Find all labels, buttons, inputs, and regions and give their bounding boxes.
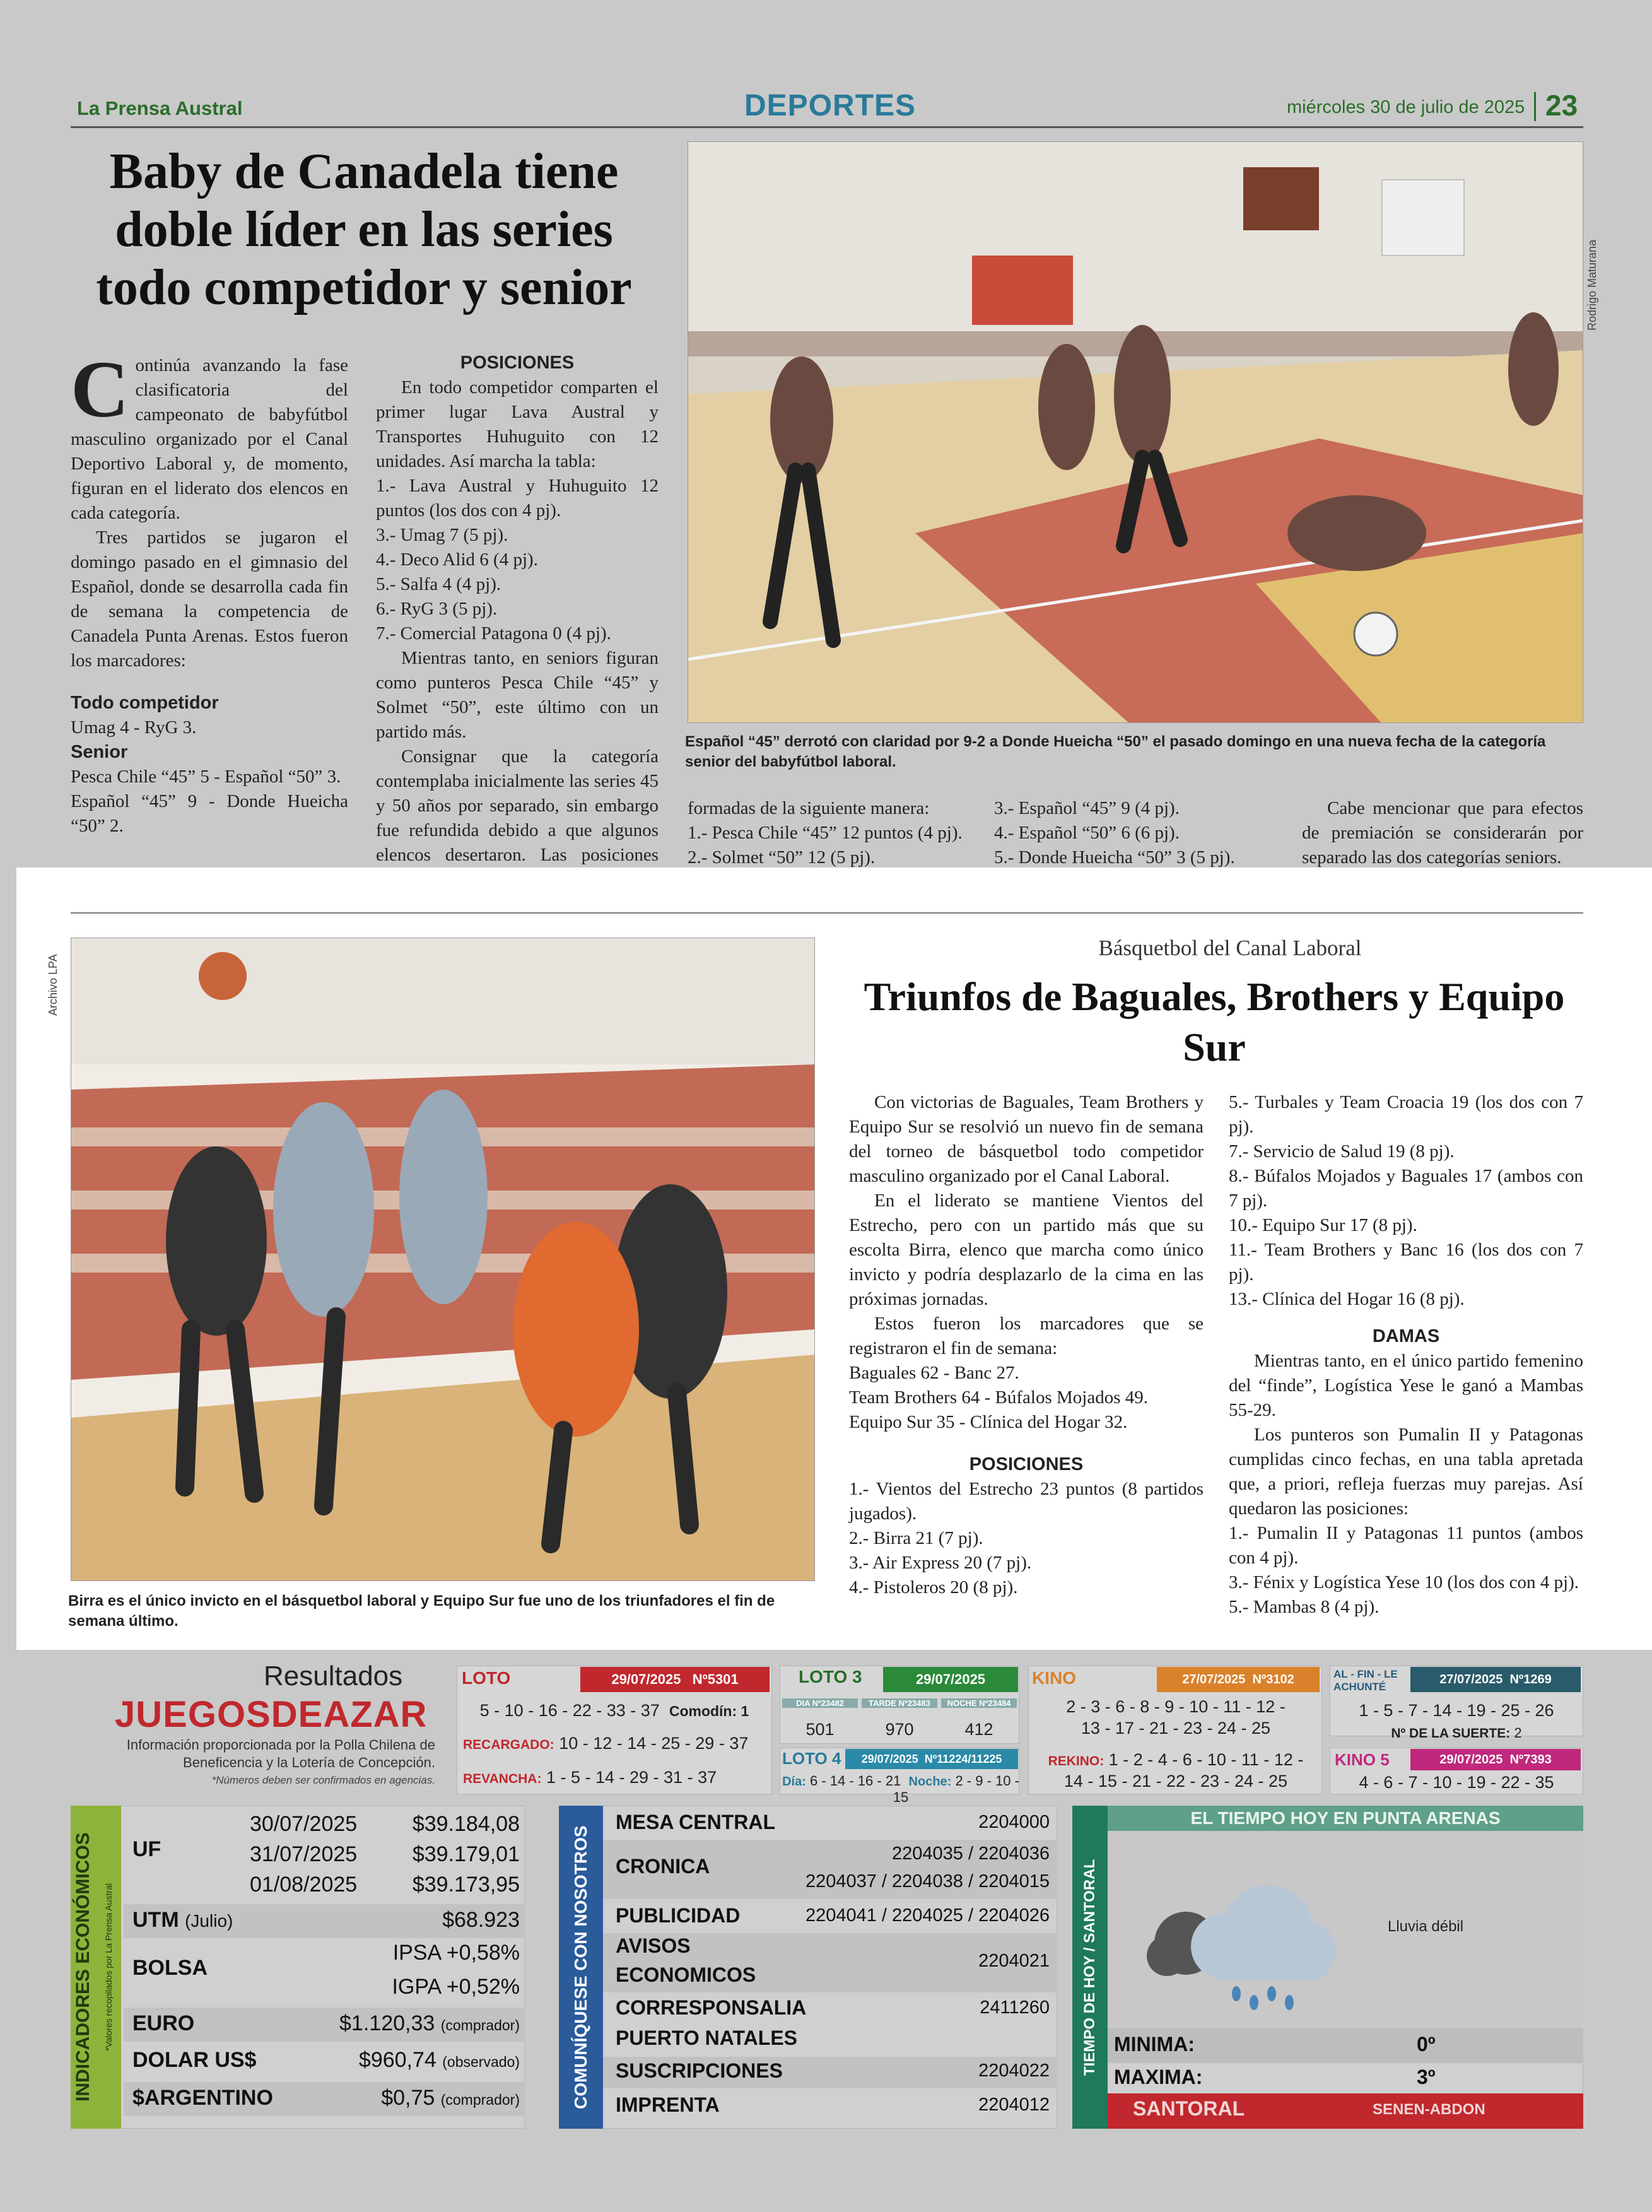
results-disclaimer: *Números deben ser confirmados en agencias.	[211, 1774, 435, 1786]
loto3-noche-label: NOCHE Nº23484	[941, 1698, 1017, 1708]
santoral-label: SANTORAL	[1133, 2097, 1245, 2120]
peso-argentino-value: $0,75 (comprador)	[381, 2086, 520, 2110]
min-temp-label: MINIMA:	[1114, 2033, 1195, 2056]
loto4-badge: 29/07/2025 Nº11224/11225	[845, 1749, 1018, 1769]
heading-todo-competidor: Todo competidor	[71, 693, 219, 713]
standing-line: 1.- Vientos del Estrecho 23 puntos (8 partidos jugados).	[849, 1479, 1204, 1524]
contact-name: SUSCRIPCIONES	[616, 2059, 783, 2082]
standing-line: 10.- Equipo Sur 17 (8 pj).	[1229, 1215, 1417, 1235]
weather-title: EL TIEMPO HOY EN PUNTA ARENAS	[1108, 1806, 1583, 1831]
contact-name: IMPRENTA	[616, 2093, 720, 2116]
standing-line: 7.- Servicio de Salud 19 (8 pj).	[1229, 1141, 1455, 1162]
article1-p7: Cabe mencionar que para efectos de premiación se considerarán por separado las dos categorías seniors.	[1302, 798, 1583, 868]
kino-badge: 27/07/2025 Nº3102	[1157, 1667, 1320, 1692]
standing-line: 6.- RyG 3 (5 pj).	[376, 599, 498, 619]
senior-standing: 4.- Español “50” 6 (6 pj).	[994, 823, 1180, 843]
contact-name: CORRESPONSALIA	[616, 1996, 807, 2019]
damas-standing: 3.- Fénix y Logística Yese 10 (los dos con 4 pj).	[1229, 1572, 1579, 1592]
loto-revancha: REVANCHA: 1 - 5 - 14 - 29 - 31 - 37	[463, 1768, 717, 1787]
header-rule	[71, 126, 1583, 128]
newspaper-brand: La Prensa Austral	[77, 97, 243, 119]
header-separator	[1534, 92, 1536, 121]
santoral-value: SENEN-ABDON	[1373, 2101, 1485, 2118]
alfin-name: AL - FIN - LE ACHUNTÉ	[1333, 1668, 1398, 1693]
result-line: Español “45” 9 - Donde Hueicha “50” 2.	[71, 791, 348, 836]
standing-line: 8.- Búfalos Mojados y Baguales 17 (ambos con 7 pj).	[1229, 1166, 1583, 1211]
article1-p6: formadas de la siguiente manera:	[688, 798, 930, 818]
standing-line: 11.- Team Brothers y Banc 16 (los dos con 7 pj).	[1229, 1240, 1583, 1285]
result-line: Team Brothers 64 - Búfalos Mojados 49.	[849, 1387, 1148, 1408]
euro-value: $1.120,33 (comprador)	[339, 2011, 520, 2035]
utm-label: UTM (Julio)	[132, 1908, 233, 1932]
contact-number: 2204000	[978, 1812, 1050, 1832]
article1-photo	[688, 141, 1583, 723]
uf-value-3: $39.173,95	[412, 1873, 520, 1897]
standing-line: 3.- Umag 7 (5 pj).	[376, 525, 508, 545]
senior-standing: 3.- Español “45” 9 (4 pj).	[994, 798, 1180, 818]
weather-description: Lluvia débil	[1388, 1918, 1464, 1935]
standing-line: 13.- Clínica del Hogar 16 (8 pj).	[1229, 1289, 1465, 1309]
standing-line: 2.- Birra 21 (7 pj).	[849, 1528, 983, 1548]
article1-col1	[71, 344, 348, 838]
kino-numbers-2: 13 - 17 - 21 - 23 - 24 - 25	[1081, 1719, 1271, 1738]
kino-name: KINO	[1032, 1668, 1076, 1688]
heading-damas: DAMAS	[1372, 1326, 1440, 1346]
article2-kicker: Básquetbol del Canal Laboral	[1098, 936, 1362, 960]
article1-p4: Mientras tanto, en seniors figuran como punteros Pesca Chile “45” y Solmet “50”, este último con un partido más.	[376, 648, 659, 742]
rekino-numbers-2: 14 - 15 - 21 - 22 - 23 - 24 - 25	[1063, 1772, 1288, 1791]
uf-value-1: $39.184,08	[412, 1812, 520, 1836]
senior-standing: 1.- Pesca Chile “45” 12 puntos (4 pj).	[688, 823, 963, 843]
article2-col2	[1229, 1090, 1583, 1620]
uf-date-1: 30/07/2025	[250, 1812, 358, 1836]
results-brand: JUEGOSDEAZAR	[115, 1694, 428, 1735]
max-temp-value: 3º	[1417, 2066, 1436, 2088]
loto4-name: LOTO 4	[782, 1749, 841, 1768]
dolar-value: $960,74 (observado)	[358, 2048, 520, 2072]
issue-date: miércoles 30 de julio de 2025	[1287, 97, 1525, 117]
dolar-label: DOLAR US$	[132, 2048, 257, 2072]
loto-recargado: RECARGADO: 10 - 12 - 14 - 25 - 29 - 37	[463, 1734, 749, 1753]
standing-line: 5.- Salfa 4 (4 pj).	[376, 574, 501, 594]
results-note: Información proporcionada por la Polla Chilena de Beneficencia y la Lotería de Concepción.	[126, 1737, 435, 1770]
article1-headline: Baby de Canadela tiene doble líder en las series todo competidor y senior	[96, 144, 632, 315]
loto-numbers: 5 - 10 - 16 - 22 - 33 - 37 Comodín: 1	[479, 1701, 749, 1720]
alfin-suerte: Nº DE LA SUERTE: 2	[1391, 1725, 1522, 1741]
heading-posiciones: POSICIONES	[969, 1454, 1084, 1474]
article2-col1	[849, 1090, 1204, 1600]
contact-label: COMUNÍQUESE CON NOSOTROS	[559, 1806, 603, 2129]
standing-line: 1.- Lava Austral y Huhuguito 12 puntos (los dos con 4 pj).	[376, 476, 659, 521]
indicators-label: INDICADORES ECONÓMICOS *Valores recopilados por La Prensa Austral	[71, 1806, 121, 2129]
contact-name: CRONICA	[616, 1855, 710, 1878]
uf-label: UF	[132, 1837, 161, 1861]
article2-p5: Los punteros son Pumalin II y Patagonas cumplidas cinco fechas, en una tabla apretada que, a priori, refleja fuerzas muy parejas. Así quedaron las posiciones:	[1229, 1425, 1583, 1519]
contact-name: PUERTO NATALES	[616, 2027, 798, 2049]
page-number: 23	[1545, 89, 1578, 122]
section-divider	[71, 912, 1583, 914]
kino5-numbers: 4 - 6 - 7 - 10 - 19 - 22 - 35	[1359, 1773, 1554, 1792]
kino5-badge: 29/07/2025 Nº7393	[1410, 1749, 1581, 1770]
article2-p1: Con victorias de Baguales, Team Brothers y Equipo Sur se resolvió un nuevo fin de semana del torneo de básquetbol todo competidor masculino organizado por el Canal Laboral.	[849, 1092, 1204, 1186]
igpa-value: IGPA +0,52%	[392, 1975, 520, 1999]
article1-p3: En todo competidor comparten el primer lugar Lava Austral y Transportes Huhuguito con 12 unidades. Así marcha la tabla:	[376, 377, 659, 471]
kino-numbers-1: 2 - 3 - 6 - 8 - 9 - 10 - 11 - 12 -	[1066, 1697, 1286, 1716]
max-temp-label: MAXIMA:	[1114, 2066, 1203, 2088]
result-line: Umag 4 - RyG 3.	[71, 717, 197, 738]
loto-name: LOTO	[462, 1668, 511, 1688]
loto3-date: 29/07/2025	[883, 1667, 1018, 1692]
contact-number: 2204021	[978, 1951, 1050, 1971]
damas-standing: 1.- Pumalin II y Patagonas 11 puntos (ambos con 4 pj).	[1229, 1523, 1583, 1568]
photo-credit: Archivo LPA	[47, 954, 59, 1016]
loto3-dia: 501	[805, 1720, 835, 1739]
rekino-numbers-1: REKINO: 1 - 2 - 4 - 6 - 10 - 11 - 12 -	[1048, 1750, 1304, 1769]
dropcap: C	[71, 344, 129, 434]
article2-photo	[71, 938, 815, 1581]
standing-line: 3.- Air Express 20 (7 pj).	[849, 1553, 1032, 1573]
loto3-dia-label: DIA Nº23482	[782, 1698, 858, 1708]
standing-line: 4.- Pistoleros 20 (8 pj).	[849, 1577, 1018, 1597]
contact-number: 2204012	[978, 2095, 1050, 2115]
loto-badge: 29/07/2025 Nº5301	[580, 1667, 770, 1692]
result-line: Equipo Sur 35 - Clínica del Hogar 32.	[849, 1412, 1128, 1432]
weather-label: TIEMPO DE HOY / SANTORAL	[1072, 1806, 1108, 2129]
standing-line: 7.- Comercial Patagona 0 (4 pj).	[376, 623, 611, 644]
heading-senior: Senior	[71, 742, 128, 762]
standing-line: 5.- Turbales y Team Croacia 19 (los dos con 7 pj).	[1229, 1092, 1583, 1137]
uf-date-3: 01/08/2025	[250, 1873, 358, 1897]
utm-value: $68.923	[442, 1908, 520, 1932]
futsal-photo-illustration	[688, 142, 1583, 723]
senior-standing: 2.- Solmet “50” 12 (5 pj).	[688, 847, 876, 868]
loto3-tarde: 970	[885, 1720, 914, 1739]
result-line: Baguales 62 - Banc 27.	[849, 1363, 1019, 1383]
article1-p5: Consignar que la categoría contemplaba inicialmente las series 45 y 50 años por separado, sin embargo fue refundida debido a que algunos elencos desertaron. Las posiciones	[376, 746, 659, 865]
loto3-tarde-label: TARDE Nº23483	[862, 1698, 937, 1708]
rain-cloud-icon	[1142, 1874, 1344, 2013]
article1-col5	[1302, 796, 1583, 870]
article1-col2	[376, 351, 659, 892]
damas-standing: 5.- Mambas 8 (4 pj).	[1229, 1597, 1380, 1617]
article2-headline: Triunfos de Baguales, Brothers y Equipo Sur	[864, 974, 1565, 1069]
results-title: Resultados	[264, 1661, 403, 1691]
article2-p4: Mientras tanto, en el único partido femenino del “finde”, Logística Yese le ganó a Mambas 55-29.	[1229, 1351, 1583, 1420]
peso-argentino-label: $ARGENTINO	[132, 2086, 273, 2110]
loto3-name: LOTO 3	[799, 1667, 862, 1686]
article1-p1: ontinúa avanzando la fase clasificatoria del campeonato de babyfútbol masculino organizado por el Canal Deportivo Laboral y, de momento, figuran en el liderato dos elencos en cada categoría.	[71, 355, 348, 523]
alfin-numbers: 1 - 5 - 7 - 14 - 19 - 25 - 26	[1359, 1701, 1554, 1720]
contact-name: ECONOMICOS	[616, 1963, 756, 1986]
heading-posiciones: POSICIONES	[460, 353, 575, 373]
article1-p2: Tres partidos se jugaron el domingo pasado en el gimnasio del Español, donde se desarrolla cada fin de semana la competencia de Canadela Punta Arenas. Estos fueron los marcadores:	[71, 527, 348, 671]
bolsa-label: BOLSA	[132, 1956, 208, 1980]
article2-p2: En el liderato se mantiene Vientos del Estrecho, pero con un partido más que su escolta Birra, elenco que marcha como único invicto y podría desplazarlo de la cima en las próximas jornadas.	[849, 1191, 1204, 1309]
photo-credit: Rodrigo Maturana	[1586, 239, 1598, 331]
section-title: DEPORTES	[744, 89, 917, 122]
contact-name: MESA CENTRAL	[616, 1811, 776, 1833]
article2-p3: Estos fueron los marcadores que se registraron el fin de semana:	[849, 1314, 1204, 1358]
min-temp-value: 0º	[1417, 2033, 1436, 2056]
contact-number: 2204037 / 2204038 / 2204015	[805, 1871, 1050, 1891]
euro-label: EURO	[132, 2011, 195, 2035]
contact-number: 2204022	[978, 2061, 1050, 2081]
senior-standing: 5.- Donde Hueicha “50” 3 (5 pj).	[994, 847, 1235, 868]
contact-number: 2204035 / 2204036	[892, 1844, 1050, 1864]
alfin-badge: 27/07/2025 Nº1269	[1410, 1667, 1581, 1692]
uf-date-2: 31/07/2025	[250, 1842, 358, 1866]
uf-value-2: $39.179,01	[412, 1842, 520, 1866]
contact-number: 2204041 / 2204025 / 2204026	[805, 1905, 1050, 1926]
kino5-name: KINO 5	[1335, 1750, 1390, 1769]
article2-caption: Birra es el único invicto en el básquetbol laboral y Equipo Sur fue uno de los triunfadores el fin de semana último.	[68, 1592, 775, 1630]
loto4-numbers: Día: 6 - 14 - 16 - 21 Noche: 2 - 9 - 10 - 15	[782, 1773, 1019, 1805]
contact-number: 2411260	[980, 1997, 1050, 2018]
article1-col3	[688, 796, 965, 870]
standing-line: 4.- Deco Alid 6 (4 pj).	[376, 550, 538, 570]
loto3-noche: 412	[964, 1720, 993, 1739]
contact-name: PUBLICIDAD	[616, 1904, 741, 1927]
basketball-photo-illustration	[71, 938, 815, 1581]
article1-caption: Español “45” derrotó con claridad por 9-2 a Donde Hueicha “50” el pasado domingo en una nueva fecha de la categoría senior del babyfútbol laboral.	[685, 733, 1546, 770]
result-line: Pesca Chile “45” 5 - Español “50” 3.	[71, 767, 341, 787]
contact-name: AVISOS	[616, 1934, 691, 1957]
ipsa-value: IPSA +0,58%	[392, 1941, 520, 1965]
